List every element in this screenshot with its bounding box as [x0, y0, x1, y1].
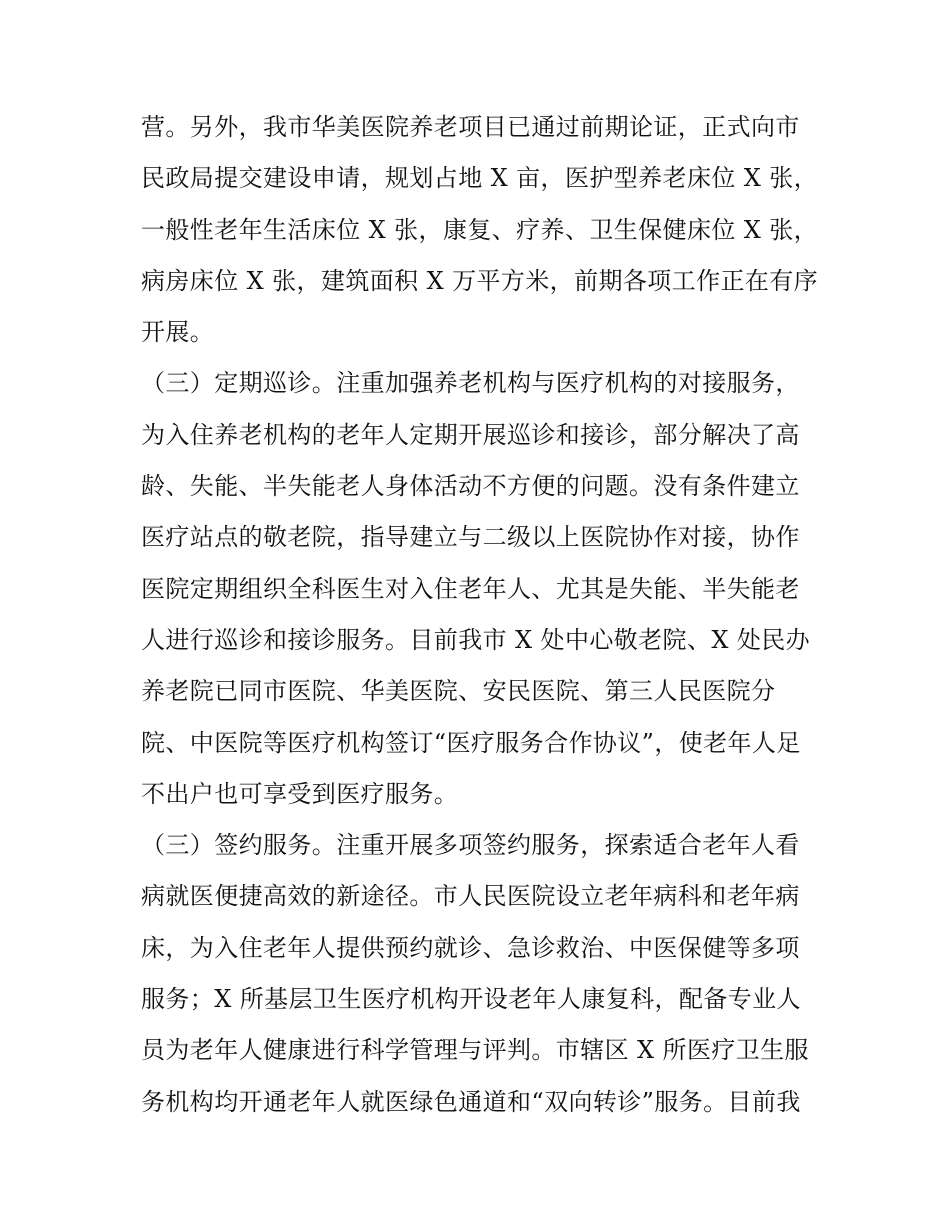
text-line: 床，为入住老年人提供预约就诊、急诊救治、中医保健等多项	[141, 933, 800, 962]
text-line: 院、中医院等医疗机构签订“医疗服务合作协议”，使老年人足	[141, 728, 801, 757]
text-line: 员为老年人健康进行科学管理与评判。市辖区 X 所医疗卫生服	[141, 1036, 809, 1065]
text-line: 龄、失能、半失能老人身体活动不方便的问题。没有条件建立	[141, 472, 800, 501]
text-line: 民政局提交建设申请，规划占地 X 亩，医护型养老床位 X 张，	[141, 164, 819, 193]
section-heading-line: （三）定期巡诊。注重加强养老机构与医疗机构的对接服务，	[141, 369, 800, 398]
document-body	[141, 102, 821, 1128]
text-line: 病房床位 X 张，建筑面积 X 万平方米，前期各项工作正在有序	[141, 266, 819, 295]
text-line: 一般性老年生活床位 X 张，康复、疗养、卫生保健床位 X 张，	[141, 215, 819, 244]
text-line: 服务；X 所基层卫生医疗机构开设老年人康复科，配备专业人	[141, 985, 801, 1014]
text-line: 养老院已同市医院、华美医院、安民医院、第三人民医院分	[141, 677, 776, 706]
text-line: 医院定期组织全科医生对入住老年人、尤其是失能、半失能老	[141, 574, 800, 603]
text-line: 不出户也可享受到医疗服务。	[141, 779, 459, 808]
text-line: 务机构均开通老年人就医绿色通道和“双向转诊”服务。目前我	[141, 1087, 801, 1116]
text-line: 为入住养老机构的老年人定期开展巡诊和接诊，部分解决了高	[141, 420, 800, 449]
text-line: 开展。	[141, 318, 215, 347]
text-line: 营。另外，我市华美医院养老项目已通过前期论证，正式向市	[141, 113, 800, 141]
text-line: 医疗站点的敬老院，指导建立与二级以上医院协作对接，协作	[141, 523, 800, 552]
text-line: 病就医便捷高效的新途径。市人民医院设立老年病科和老年病	[141, 882, 800, 911]
section-heading-line: （三）签约服务。注重开展多项签约服务，探索适合老年人看	[141, 831, 800, 860]
text-line: 人进行巡诊和接诊服务。目前我市 X 处中心敬老院、X 处民办	[141, 625, 811, 654]
